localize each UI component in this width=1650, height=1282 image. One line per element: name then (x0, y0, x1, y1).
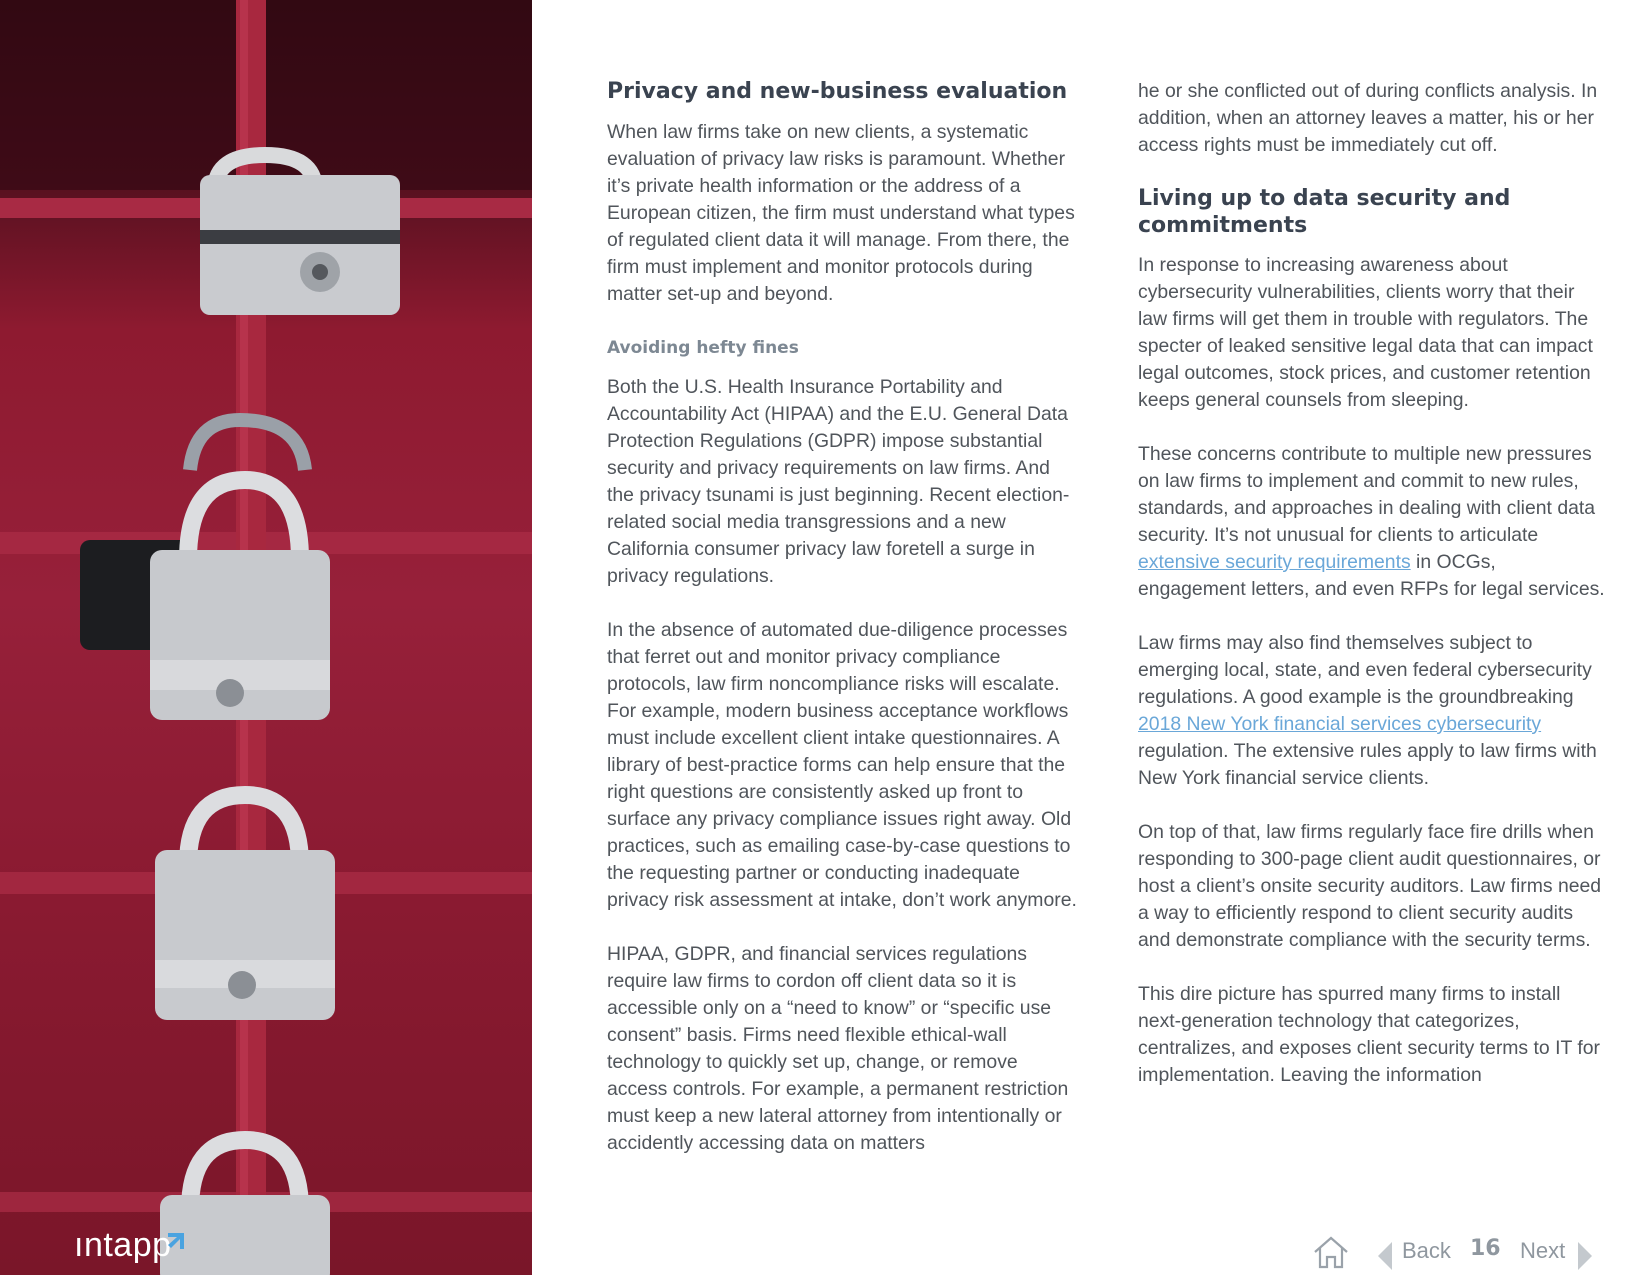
left-column (607, 78, 1077, 1157)
continuation-paragraph: he or she conflicted out of during conflicts analysis. In addition, when an attorney leaves a matter, his or her access rights must be immediately cut off. (1138, 80, 1598, 156)
right-column (1138, 78, 1608, 1089)
next-button[interactable]: Next (1520, 1238, 1566, 1263)
section-heading-data-security: Living up to data security and commitments (1138, 186, 1511, 238)
next-arrow-icon[interactable] (1576, 1234, 1594, 1278)
home-icon[interactable] (1312, 1230, 1350, 1274)
ny-cybersecurity-link[interactable]: 2018 New York financial services cybersecurity (1138, 713, 1542, 735)
subheading-avoiding-fines: Avoiding hefty fines (607, 338, 799, 358)
next-gen-paragraph: This dire picture has spurred many firms to install next-generation technology that categorizes, centralizes, and exposes client security terms to IT for implementation. Leaving the information (1138, 983, 1600, 1086)
logo-arrow-icon (166, 1229, 188, 1251)
back-button[interactable]: Back (1402, 1238, 1451, 1263)
due-diligence-paragraph: In the absence of automated due-diligence processes that ferret out and monitor privacy compliance protocols, law firm noncompliance risks will escalate. For example, modern business acceptance workflows must include excellent client intake questionnaires. A library of best-practice forms can help ensure that the right questions are consistently asked up front to surface any privacy compliance issues right away. Old practices, such as emailing case-by-case questions to the requesting partner or conducting inadequate privacy risk assessment at intake, don’t work anymore. (607, 619, 1077, 911)
hipaa-gdpr-paragraph: Both the U.S. Health Insurance Portability and Accountability Act (HIPAA) and the E.U. General Data Protection Regulations (GDPR) impose substantial security and privacy requirements on law firms. And the privacy tsunami is just beginning. Recent election-related social media transgressions and a new California consumer privacy law foretell a surge in privacy regulations. (607, 376, 1070, 587)
regulations-paragraph (1138, 630, 1608, 792)
back-arrow-icon[interactable] (1376, 1234, 1394, 1278)
intapp-logo: ıntapp (74, 1226, 172, 1264)
new-pressures-paragraph (1138, 441, 1608, 603)
page-number: 16 (1470, 1236, 1501, 1261)
ethical-wall-paragraph: HIPAA, GDPR, and financial services regulations require law firms to cordon off client data so it is accessible only on a “need to know” or “specific use consent” basis. Firms need flexible ethical-wall technology to quickly set up, change, or remove access controls. For example, a permanent restriction must keep a new lateral attorney from intentionally or accidently accessing data on matters (607, 943, 1069, 1154)
padlocks-photo (0, 0, 532, 1275)
section-heading-privacy: Privacy and new-business evaluation (607, 79, 1068, 104)
fire-drills-paragraph: On top of that, law firms regularly face fire drills when responding to 300-page client audit questionnaires, or host a client’s onsite security auditors. Law firms need a way to efficiently respond to client security audits and demonstrate compliance with the security terms. (1138, 821, 1602, 951)
new-pressures-text: These concerns contribute to multiple new pressures on law firms to implement and commit to new rules, standards, and approaches in dealing with client data security. It’s not unusual for clients to articulate (1138, 443, 1596, 546)
cybersecurity-paragraph: In response to increasing awareness about cybersecurity vulnerabilities, clients worry that their law firms will get them in trouble with regulators. The specter of leaked sensitive legal data that can impact legal outcomes, stock prices, and customer retention keeps general counsels from sleeping. (1138, 254, 1593, 411)
regulations-text: Law firms may also find themselves subject to emerging local, state, and even federal cybersecurity regulations. A good example is the groundbreaking (1138, 632, 1592, 708)
padlocks-illustration (0, 0, 532, 1275)
privacy-intro-paragraph: When law firms take on new clients, a systematic evaluation of privacy law risks is paramount. Whether it’s private health information or the address of a European citizen, the firm must understand what types of regulated client data it will manage. From there, the firm must implement and monitor protocols during matter set-up and beyond. (607, 121, 1075, 305)
security-requirements-link[interactable]: extensive security requirements (1138, 551, 1411, 573)
new-pressures-text-end: in OCGs, engagement letters, and even RFPs for legal services. (1138, 551, 1605, 600)
regulations-text-end: regulation. The extensive rules apply to law firms with New York financial service clients. (1138, 740, 1597, 789)
